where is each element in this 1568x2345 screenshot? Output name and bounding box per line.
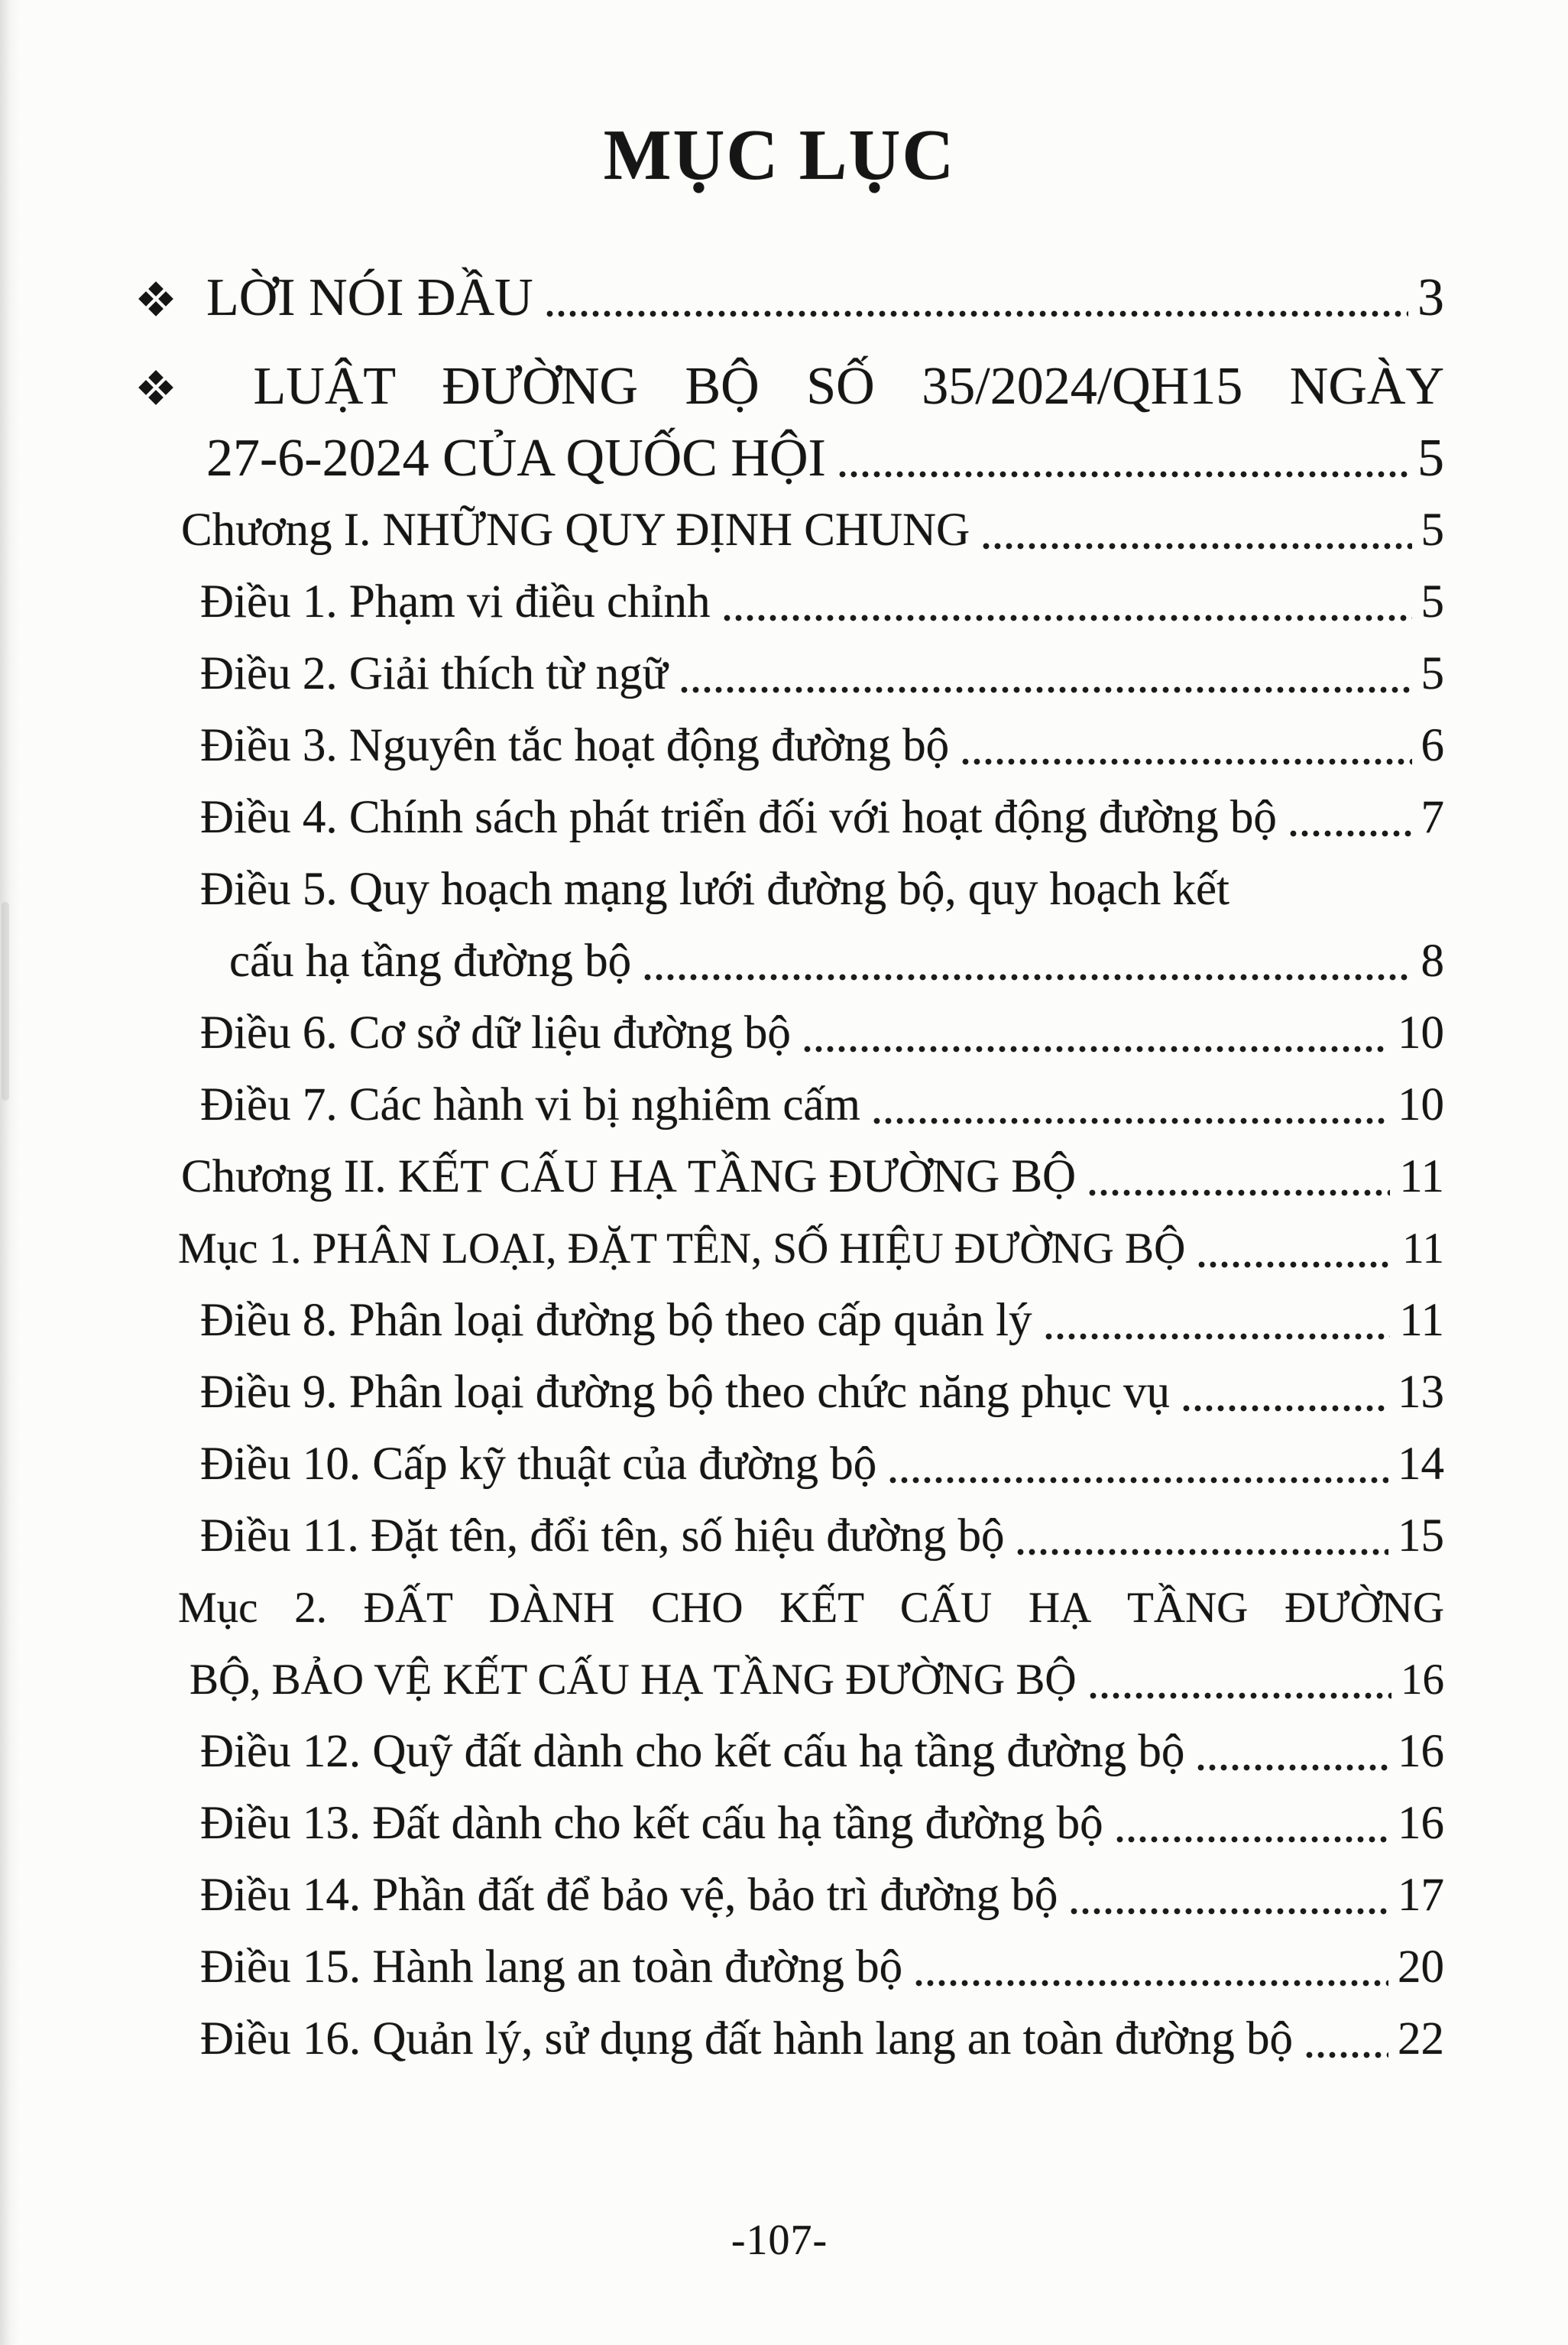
dot-leader	[1114, 1788, 1388, 1860]
diamond-bullet-icon	[136, 262, 206, 334]
toc-line	[99, 1357, 1444, 1429]
toc-line	[99, 566, 1444, 638]
page-number: -107-	[731, 2217, 828, 2264]
toc-entry-text: Điều 2. Giải thích từ ngữ	[200, 648, 668, 699]
dot-leader	[1181, 1357, 1388, 1429]
toc-entry-page: 15	[1398, 1510, 1444, 1562]
toc-entry-page: 16	[1398, 1726, 1444, 1777]
toc-entry-page: 10	[1398, 1007, 1444, 1059]
toc-entry-text: Mục 1. PHÂN LOẠI, ĐẶT TÊN, SỐ HIỆU ĐƯỜNG BỘ	[178, 1224, 1186, 1273]
dot-leader	[1288, 782, 1412, 854]
toc-entry-text: 27-6-2024 CỦA QUỐC HỘI	[206, 429, 826, 488]
toc-line	[99, 1931, 1444, 2003]
dot-leader	[544, 262, 1408, 334]
dot-leader	[871, 1069, 1388, 1141]
toc-entry-text: Điều 6. Cơ sở dữ liệu đường bộ	[200, 1007, 791, 1059]
toc-line	[99, 351, 1444, 423]
dot-leader	[1015, 1500, 1388, 1572]
dot-leader	[1043, 1285, 1391, 1357]
dot-leader	[1068, 1860, 1388, 1931]
dot-leader	[1087, 1644, 1391, 1716]
toc-line	[99, 1500, 1444, 1572]
toc-line	[99, 1788, 1444, 1860]
toc-entry-text: Điều 14. Phần đất để bảo vệ, bảo trì đường bộ	[200, 1870, 1058, 1921]
toc-entry-text: Điều 9. Phân loại đường bộ theo chức năng phục vụ	[200, 1367, 1170, 1418]
toc-line	[99, 638, 1444, 710]
toc-entry-text: Điều 8. Phân loại đường bộ theo cấp quản lý	[200, 1295, 1032, 1346]
toc-line	[99, 423, 1444, 495]
toc-line	[99, 1572, 1444, 1644]
toc-entry-page: 5	[1421, 648, 1444, 699]
dot-leader	[980, 495, 1411, 566]
toc-line	[99, 997, 1444, 1069]
page-content	[99, 0, 1459, 2345]
dot-leader	[960, 710, 1411, 782]
toc-entry-text: LUẬT ĐƯỜNG BỘ SỐ 35/2024/QH15 NGÀY	[253, 357, 1444, 416]
toc-entry-text: Điều 13. Đất dành cho kết cấu hạ tầng đường bộ	[200, 1798, 1103, 1849]
dot-leader	[802, 997, 1388, 1069]
toc-line	[99, 262, 1444, 334]
toc-entry-text: Điều 1. Phạm vi điều chỉnh	[200, 576, 711, 628]
toc-line	[99, 1716, 1444, 1788]
toc-line	[99, 710, 1444, 782]
toc-entry-page: 14	[1398, 1438, 1444, 1490]
dot-leader	[1195, 1716, 1388, 1788]
diamond-bullet-icon	[136, 351, 206, 423]
toc-entry-text: Chương II. KẾT CẤU HẠ TẦNG ĐƯỜNG BỘ	[181, 1151, 1077, 1202]
toc-entry-page: 13	[1398, 1367, 1444, 1418]
dot-leader	[913, 1931, 1388, 2003]
toc-entry-page: 22	[1398, 2013, 1444, 2064]
toc-entry-text: Điều 16. Quản lý, sử dụng đất hành lang an toàn đường bộ	[200, 2013, 1293, 2064]
toc-line	[99, 926, 1444, 997]
toc-line	[99, 1141, 1444, 1213]
toc-line	[99, 1285, 1444, 1357]
toc-entry-text: Điều 10. Cấp kỹ thuật của đường bộ	[200, 1438, 877, 1490]
toc-entry-text: Điều 7. Các hành vi bị nghiêm cấm	[200, 1079, 860, 1130]
toc-line	[99, 1860, 1444, 1931]
toc-entry-text: Điều 11. Đặt tên, đổi tên, số hiệu đường bộ	[200, 1510, 1005, 1562]
toc-entry-page: 8	[1421, 936, 1444, 987]
toc-line	[99, 1429, 1444, 1500]
toc-line	[99, 854, 1444, 926]
toc-line	[99, 1069, 1444, 1141]
dot-leader	[837, 423, 1408, 495]
toc-entry-page: 16	[1398, 1798, 1444, 1849]
toc-entry-page: 11	[1402, 1224, 1444, 1273]
toc-entry-page: 10	[1398, 1079, 1444, 1130]
dot-leader	[1087, 1141, 1390, 1213]
toc-line	[99, 1644, 1444, 1716]
page-title: MỤC LỤC	[603, 115, 956, 195]
toc-line	[99, 495, 1444, 566]
toc-entry-page: 5	[1421, 504, 1444, 556]
toc-entry-text: Chương I. NHỮNG QUY ĐỊNH CHUNG	[181, 504, 970, 556]
toc-entry-text: Điều 5. Quy hoạch mạng lưới đường bộ, quy hoạch kết	[200, 864, 1230, 915]
toc-entry-page: 11	[1399, 1151, 1444, 1202]
toc-entry-page: 11	[1399, 1295, 1444, 1346]
toc-entry-page: 16	[1401, 1656, 1444, 1704]
scan-edge-artifact	[0, 0, 20, 2345]
toc-entry-text: Điều 12. Quỹ đất dành cho kết cấu hạ tầng đường bộ	[200, 1726, 1185, 1777]
toc-entry-text: Điều 4. Chính sách phát triển đối với hoạt động đường bộ	[200, 792, 1277, 843]
toc-entry-text: cấu hạ tầng đường bộ	[229, 936, 632, 987]
toc-entry-text: LỜI NÓI ĐẦU	[206, 268, 533, 327]
toc-entry-text: BỘ, BẢO VỆ KẾT CẤU HẠ TẦNG ĐƯỜNG BỘ	[190, 1656, 1077, 1704]
dot-leader	[721, 566, 1412, 638]
toc-entry-text: Mục 2. ĐẤT DÀNH CHO KẾT CẤU HẠ TẦNG ĐƯỜNG	[178, 1584, 1444, 1632]
dot-leader	[642, 926, 1411, 997]
dot-leader	[1196, 1213, 1393, 1285]
toc-entry-page: 5	[1417, 429, 1444, 488]
dot-leader	[1304, 2003, 1388, 2075]
toc-entry-text: Điều 3. Nguyên tắc hoạt động đường bộ	[200, 720, 950, 771]
toc-entry-page: 3	[1417, 268, 1444, 327]
toc-entry-page: 5	[1421, 576, 1444, 628]
toc-line	[99, 2003, 1444, 2075]
dot-leader	[679, 638, 1412, 710]
scan-artifact	[2, 902, 9, 1101]
dot-leader	[887, 1429, 1388, 1500]
toc-entry-page: 7	[1421, 792, 1444, 843]
toc-entry-page: 20	[1398, 1941, 1444, 1993]
toc-line	[99, 1213, 1444, 1285]
toc-entry-page: 6	[1421, 720, 1444, 771]
toc-list	[99, 262, 1459, 2075]
toc-entry-page: 17	[1398, 1870, 1444, 1921]
toc-entry-text: Điều 15. Hành lang an toàn đường bộ	[200, 1941, 903, 1993]
toc-line	[99, 782, 1444, 854]
